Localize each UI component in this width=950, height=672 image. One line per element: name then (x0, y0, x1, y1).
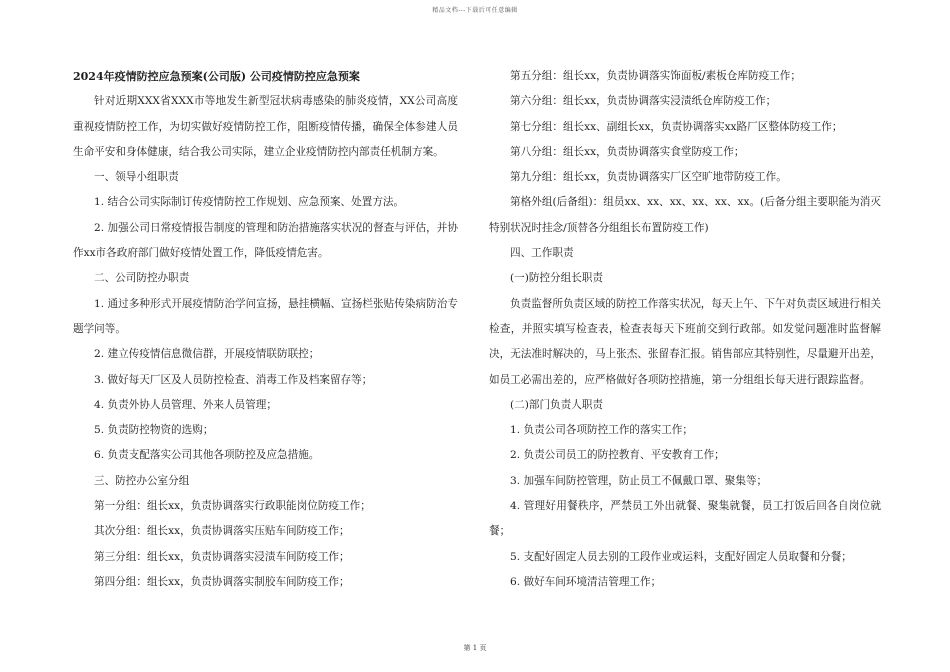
list-item: 第六分组：组长xx，负责协调落实浸渍纸仓库防疫工作； (510, 95, 777, 108)
list-item: 第八分组：组长xx，负责协调落实食堂防疫工作； (510, 145, 745, 158)
list-item: 1. 通过多种形式开展疫情防治学问宣扬，悬挂横幅、宣扬栏张贴传染病防治专题学问等。 (73, 297, 458, 335)
list-item: 5. 负责防控物资的选购； (94, 424, 214, 437)
page-number: 第 1 页 (463, 644, 487, 652)
section-heading: 三、防控办公室分组 (94, 474, 190, 487)
list-item: 2. 负责公司员工的防控教育、平安教育工作； (510, 449, 725, 462)
list-item: 1. 结合公司实际制订传疫情防控工作规划、应急预案、处置方法。 (94, 196, 405, 209)
right-column (489, 64, 881, 595)
list-item: 6. 做好车间环境清洁管理工作； (510, 575, 662, 588)
section-heading: 一、领导小组职责 (94, 171, 179, 184)
list-item: 第四分组：组长xx，负责协调落实制胶车间防疫工作； (94, 575, 350, 588)
list-item: 3. 做好每天厂区及人员防控检查、消毒工作及档案留存等； (94, 373, 373, 386)
section-heading: 四、工作职责 (510, 247, 574, 260)
subsection-heading: (一)防控分组长职责 (510, 272, 604, 285)
list-item: 其次分组：组长xx，负责协调落实压贴车间防疫工作； (94, 525, 350, 538)
document-title: 2024年疫情防控应急预案(公司版) 公司疫情防控应急预案 (73, 70, 360, 83)
page-header: 精品文档---下载后可任意编辑 (432, 7, 518, 14)
list-item: 6. 负责支配落实公司其他各项防控及应急措施。 (94, 449, 320, 462)
list-item: 4. 负责外协人员管理、外来人员管理； (94, 398, 277, 411)
section-heading: 二、公司防控办职责 (94, 272, 190, 285)
paragraph: 负责监督所负责区域的防控工作落实状况，每天上午、下午对负责区域进行相关检查，并照实填写检查表，检查表每天下班前交到行政部。如发觉问题准时监督解决，无法准时解决的，马上张杰、张留春汇报。销售部应其特别性，尽量避开出差，如员工必需出差的，应严格做好各项防控措施，第一分组组长每天进行跟踪监督。 (489, 297, 881, 386)
list-item: 第七分组：组长xx、副组长xx，负责协调落实xx路厂区整体防疫工作； (510, 120, 843, 133)
list-item: 5. 支配好固定人员去别的工段作业或运料，支配好固定人员取餐和分餐； (510, 550, 852, 563)
list-item: 第九分组：组长xx，负责协调落实厂区空旷地带防疫工作。 (510, 171, 787, 184)
left-column (73, 64, 458, 595)
list-item: 第一分组：组长xx，负责协调落实行政职能岗位防疫工作； (94, 500, 371, 513)
paragraph: 针对近期XXX省XXX市等地发生新型冠状病毒感染的肺炎疫情，XX公司高度重视疫情防控工作，为切实做好疫情防控工作，阻断疫情传播，确保全体参建人员生命平安和身体健康，结合我公司实际，建立企业疫情防控内部责任机制方案。 (73, 95, 458, 158)
list-item: 第三分组：组长xx，负责协调落实浸渍车间防疫工作； (94, 550, 350, 563)
subsection-heading: (二)部门负责人职责 (510, 398, 604, 411)
paragraph: 第格外组(后备组)：组员xx、xx、xx、xx、xx、xx。(后备分组主要职能为消灭特别状况时挂念/顶替各分组组长布置防疫工作) (489, 196, 881, 234)
list-item: 2. 加强公司日常疫情报告制度的管理和防治措施落实状况的督查与评估，并协作xx市各政府部门做好疫情处置工作，降低疫情危害。 (73, 221, 458, 260)
list-item: 1. 负责公司各项防控工作的落实工作； (510, 424, 693, 437)
list-item: 第五分组：组长xx，负责协调落实饰面板/素板仓库防疫工作； (510, 70, 801, 82)
list-item: 4. 管理好用餐秩序，严禁员工外出就餐、聚集就餐，员工打饭后回各自岗位就餐； (489, 500, 881, 538)
list-item: 2. 建立传疫情信息微信群，开展疫情联防联控； (94, 348, 320, 361)
list-item: 3. 加强车间防控管理，防止员工不佩戴口罩、聚集等； (510, 474, 768, 487)
